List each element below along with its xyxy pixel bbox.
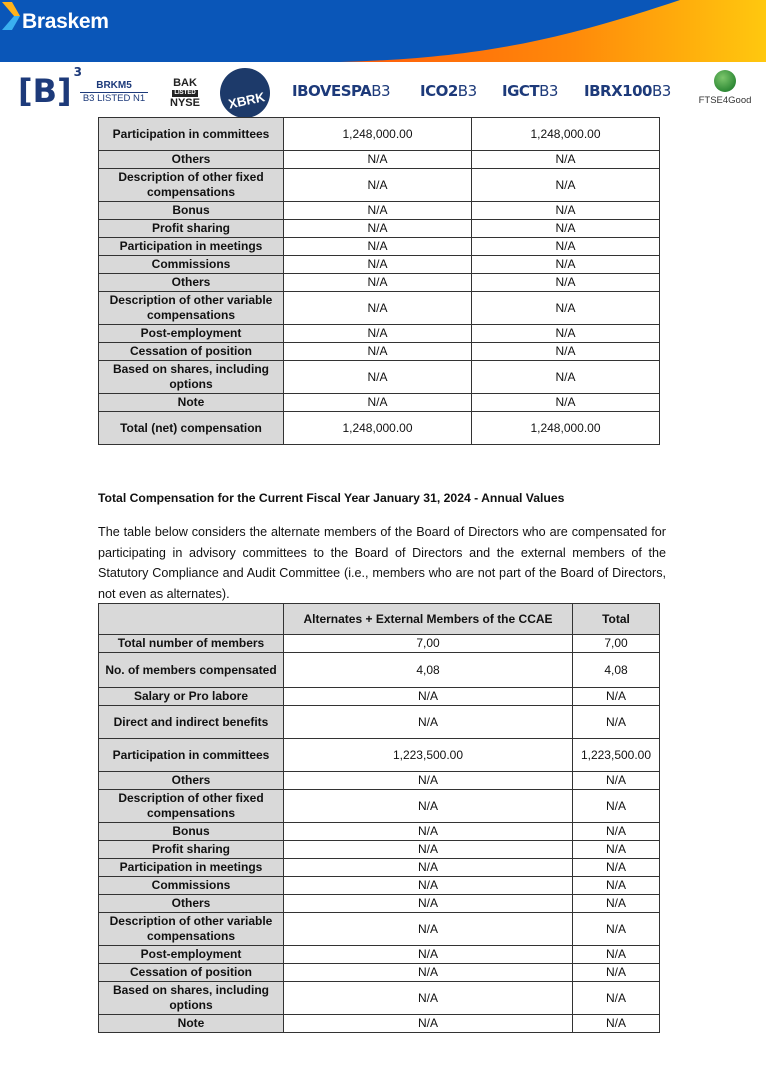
row-value-col1: N/A <box>284 823 573 841</box>
row-value-col1: N/A <box>284 361 472 394</box>
table-row <box>99 220 660 238</box>
row-value-col2: N/A <box>573 877 660 895</box>
row-label: Participation in committees <box>99 118 284 151</box>
row-value-col2: N/A <box>573 841 660 859</box>
table-row <box>99 964 660 982</box>
ibrx100-logo: IBRX100B3 <box>584 82 671 100</box>
row-value-col2: 1,248,000.00 <box>472 118 660 151</box>
table-row <box>99 151 660 169</box>
table-row <box>99 361 660 394</box>
row-label: Participation in meetings <box>99 859 284 877</box>
globe-icon <box>714 70 736 92</box>
row-value-col1: N/A <box>284 1015 573 1033</box>
row-value-col2: 7,00 <box>573 635 660 653</box>
row-value-col1: N/A <box>284 982 573 1015</box>
row-value-col2: N/A <box>573 913 660 946</box>
table-row <box>99 841 660 859</box>
row-value-col1: N/A <box>284 238 472 256</box>
section-paragraph: The table below considers the alternate members of the Board of Directors who are compensated for participating in advisory committees to the Board of Directors and the external members of the Statutory Compliance and Audit Committee (i.e., members who are not part of the Board of Directors, not even as alternates). <box>98 525 666 601</box>
table-row <box>99 772 660 790</box>
row-value-col2: N/A <box>472 220 660 238</box>
row-value-col2: N/A <box>472 274 660 292</box>
table-row <box>99 1015 660 1033</box>
row-label: Direct and indirect benefits <box>99 706 284 739</box>
table-row <box>99 394 660 412</box>
table-row <box>99 688 660 706</box>
table-row <box>99 118 660 151</box>
banner-swoosh <box>0 0 766 62</box>
row-value-col2: N/A <box>472 151 660 169</box>
row-label: Based on shares, including options <box>99 361 284 394</box>
row-value-col1: N/A <box>284 964 573 982</box>
row-value-col1: N/A <box>284 946 573 964</box>
row-value-col1: N/A <box>284 292 472 325</box>
table-row <box>99 706 660 739</box>
row-value-col2: N/A <box>573 964 660 982</box>
row-label: Bonus <box>99 823 284 841</box>
row-value-col1: 4,08 <box>284 653 573 688</box>
row-label: Others <box>99 895 284 913</box>
row-value-col1: N/A <box>284 274 472 292</box>
row-label: Note <box>99 1015 284 1033</box>
xbrk-logo: XBRK <box>215 63 274 122</box>
row-value-col1: N/A <box>284 169 472 202</box>
row-value-col2: N/A <box>472 256 660 274</box>
row-value-col1: N/A <box>284 151 472 169</box>
table-row <box>99 946 660 964</box>
row-label: Post-employment <box>99 325 284 343</box>
header-cell-alternates: Alternates + External Members of the CCAE <box>284 604 573 635</box>
row-label: Total number of members <box>99 635 284 653</box>
row-value-col1: N/A <box>284 325 472 343</box>
row-label: Based on shares, including options <box>99 982 284 1015</box>
table-row <box>99 823 660 841</box>
row-value-col2: N/A <box>472 361 660 394</box>
row-value-col2: N/A <box>472 292 660 325</box>
table-row <box>99 877 660 895</box>
row-value-col2: N/A <box>573 946 660 964</box>
row-label: Profit sharing <box>99 841 284 859</box>
row-value-col2: N/A <box>573 688 660 706</box>
table-row <box>99 292 660 325</box>
row-value-col1: 1,248,000.00 <box>284 118 472 151</box>
nyse-bak-logo: BAK LISTED NYSE <box>170 77 200 109</box>
row-value-col1: N/A <box>284 790 573 823</box>
row-value-col1: N/A <box>284 913 573 946</box>
row-label: Description of other fixed compensations <box>99 790 284 823</box>
table-row <box>99 790 660 823</box>
row-label: Others <box>99 772 284 790</box>
row-label: Profit sharing <box>99 220 284 238</box>
brkm5-logo: BRKM5 B3 LISTED N1 <box>80 80 148 104</box>
table-row <box>99 653 660 688</box>
row-label: Note <box>99 394 284 412</box>
table-row <box>99 169 660 202</box>
row-value-col2: N/A <box>573 895 660 913</box>
row-value-col1: N/A <box>284 841 573 859</box>
row-label: Post-employment <box>99 946 284 964</box>
row-value-col2: N/A <box>573 982 660 1015</box>
table-row <box>99 982 660 1015</box>
row-value-col1: N/A <box>284 220 472 238</box>
row-label: Others <box>99 274 284 292</box>
row-label: Total (net) compensation <box>99 412 284 445</box>
row-value-col1: N/A <box>284 706 573 739</box>
row-value-col1: 1,223,500.00 <box>284 739 573 772</box>
row-value-col1: N/A <box>284 688 573 706</box>
row-label: Bonus <box>99 202 284 220</box>
table-header-row <box>99 604 660 635</box>
row-value-col1: N/A <box>284 859 573 877</box>
row-value-col2: N/A <box>573 859 660 877</box>
row-value-col2: 1,248,000.00 <box>472 412 660 445</box>
table-row <box>99 274 660 292</box>
table-row <box>99 859 660 877</box>
row-value-col2: N/A <box>573 706 660 739</box>
row-value-col2: N/A <box>472 238 660 256</box>
row-value-col1: N/A <box>284 256 472 274</box>
row-value-col1: 1,248,000.00 <box>284 412 472 445</box>
row-value-col2: N/A <box>472 343 660 361</box>
table-row <box>99 635 660 653</box>
header-banner <box>0 0 766 62</box>
table-row <box>99 256 660 274</box>
row-value-col2: N/A <box>573 1015 660 1033</box>
row-label: Description of other fixed compensations <box>99 169 284 202</box>
row-value-col2: N/A <box>573 772 660 790</box>
row-label: No. of members compensated <box>99 653 284 688</box>
row-label: Cessation of position <box>99 964 284 982</box>
table-row <box>99 238 660 256</box>
ibovespa-logo: IBOVESPAB3 <box>292 82 391 100</box>
row-label: Salary or Pro labore <box>99 688 284 706</box>
table-row <box>99 913 660 946</box>
header-cell-total: Total <box>573 604 660 635</box>
table-row <box>99 412 660 445</box>
row-value-col1: N/A <box>284 772 573 790</box>
row-label: Cessation of position <box>99 343 284 361</box>
table-row <box>99 895 660 913</box>
igct-logo: IGCTB3 <box>502 82 558 100</box>
row-value-col2: N/A <box>472 169 660 202</box>
table-row <box>99 202 660 220</box>
braskem-logo: Braskem <box>22 10 109 33</box>
row-value-col2: N/A <box>472 202 660 220</box>
row-label: Commissions <box>99 256 284 274</box>
braskem-chevron-icon <box>0 0 22 32</box>
row-label: Description of other variable compensations <box>99 292 284 325</box>
table-row <box>99 325 660 343</box>
header-cell-label <box>99 604 284 635</box>
row-value-col2: N/A <box>472 394 660 412</box>
b3-logo: [B] $^3$ <box>18 65 82 110</box>
row-value-col2: 1,223,500.00 <box>573 739 660 772</box>
row-value-col1: 7,00 <box>284 635 573 653</box>
row-label: Participation in committees <box>99 739 284 772</box>
listing-logos-bar <box>0 62 766 118</box>
row-value-col2: N/A <box>472 325 660 343</box>
row-value-col2: 4,08 <box>573 653 660 688</box>
row-label: Others <box>99 151 284 169</box>
compensation-table-board <box>98 117 660 445</box>
row-value-col2: N/A <box>573 823 660 841</box>
row-value-col1: N/A <box>284 202 472 220</box>
row-label: Commissions <box>99 877 284 895</box>
table-row <box>99 343 660 361</box>
row-value-col1: N/A <box>284 394 472 412</box>
ico2-logo: ICO2B3 <box>420 82 477 100</box>
row-value-col1: N/A <box>284 877 573 895</box>
row-value-col1: N/A <box>284 895 573 913</box>
table-row <box>99 739 660 772</box>
section-heading: Total Compensation for the Current Fiscal Year January 31, 2024 - Annual Values <box>98 491 565 505</box>
row-value-col1: N/A <box>284 343 472 361</box>
row-label: Participation in meetings <box>99 238 284 256</box>
ftse4good-logo: FTSE4Good <box>692 70 758 106</box>
row-label: Description of other variable compensations <box>99 913 284 946</box>
compensation-table-alternates <box>98 603 660 1033</box>
row-value-col2: N/A <box>573 790 660 823</box>
